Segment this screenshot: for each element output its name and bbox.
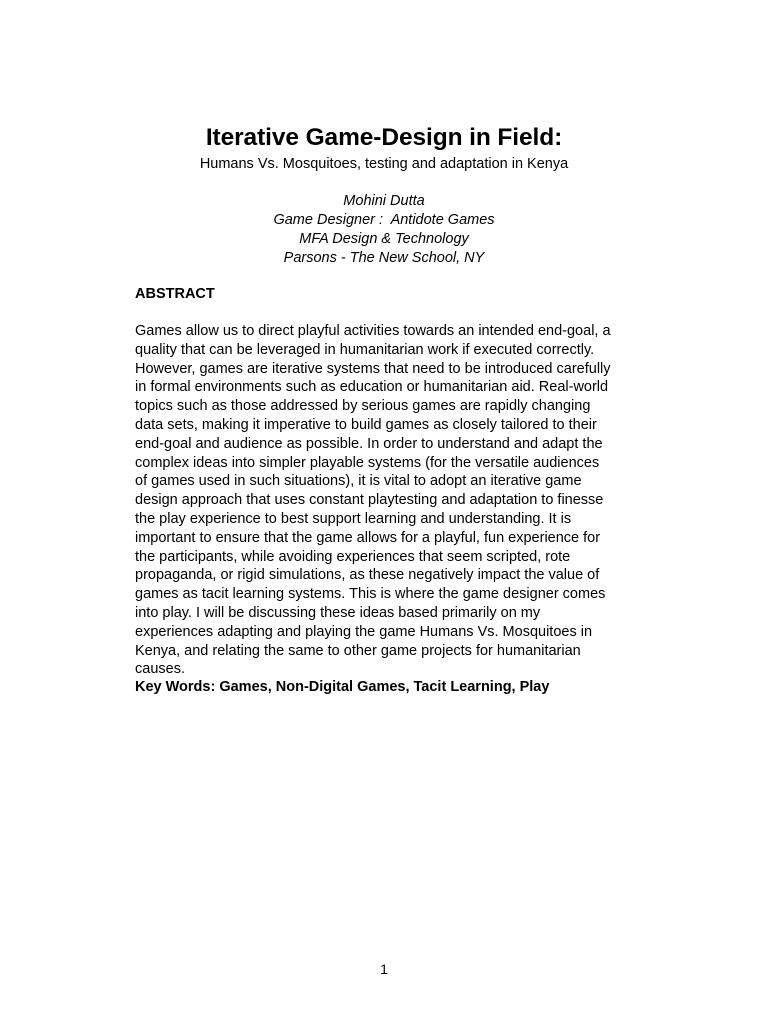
abstract-line: the participants, while avoiding experiences that seem scripted, rote [135, 548, 571, 565]
abstract-line: causes. [135, 661, 185, 678]
abstract-line: of games used in such situations), it is vital to adopt an iterative game [135, 473, 582, 490]
author-role: Game Designer : Antidote Games [273, 212, 495, 228]
abstract-line: data sets, making it imperative to build games as closely tailored to their [135, 416, 597, 433]
author-block [0, 192, 768, 268]
abstract-line: Kenya, and relating the same to other game projects for humanitarian [135, 642, 581, 659]
author-name: Mohini Dutta [343, 193, 425, 209]
abstract-line: in formal environments such as education or humanitarian aid. Real-world [135, 379, 609, 396]
abstract-line: experiences adapting and playing the game Humans Vs. Mosquitoes in [135, 623, 593, 640]
abstract-line: the play experience to best support learning and understanding. It is [135, 510, 572, 527]
abstract-line: complex ideas into simpler playable systems (for the versatile audiences [135, 454, 600, 471]
author-institution: Parsons - The New School, NY [283, 250, 485, 266]
abstract-line: Games allow us to direct playful activities towards an intended end-goal, a [135, 323, 611, 339]
abstract-line: propaganda, or rigid simulations, as these negatively impact the value of [135, 567, 600, 584]
abstract-line: into play. I will be discussing these ideas based primarily on my [135, 604, 541, 621]
abstract-line: end-goal and audience as possible. In order to understand and adapt the [135, 435, 603, 452]
abstract-line: quality that can be leveraged in humanitarian work if executed correctly. [135, 341, 595, 358]
page-number: 1 [380, 961, 388, 977]
keywords-line: Key Words: Games, Non-Digital Games, Tacit Learning, Play [135, 679, 550, 695]
abstract-line: design approach that uses constant playtesting and adaptation to finesse [135, 492, 604, 509]
abstract-line: important to ensure that the game allows for a playful, fun experience for [135, 529, 601, 546]
abstract-line: topics such as those addressed by serious games are rapidly changing [135, 398, 591, 415]
paper-subtitle: Humans Vs. Mosquitoes, testing and adaptation in Kenya [199, 156, 569, 172]
abstract-heading: ABSTRACT [135, 286, 215, 302]
abstract-line: games as tacit learning systems. This is where the game designer comes [135, 586, 606, 603]
paper-title: Iterative Game-Design in Field: [205, 124, 563, 151]
abstract-line: However, games are iterative systems that need to be introduced carefully [135, 360, 611, 377]
author-program: MFA Design & Technology [299, 231, 469, 247]
abstract-body [135, 322, 635, 679]
